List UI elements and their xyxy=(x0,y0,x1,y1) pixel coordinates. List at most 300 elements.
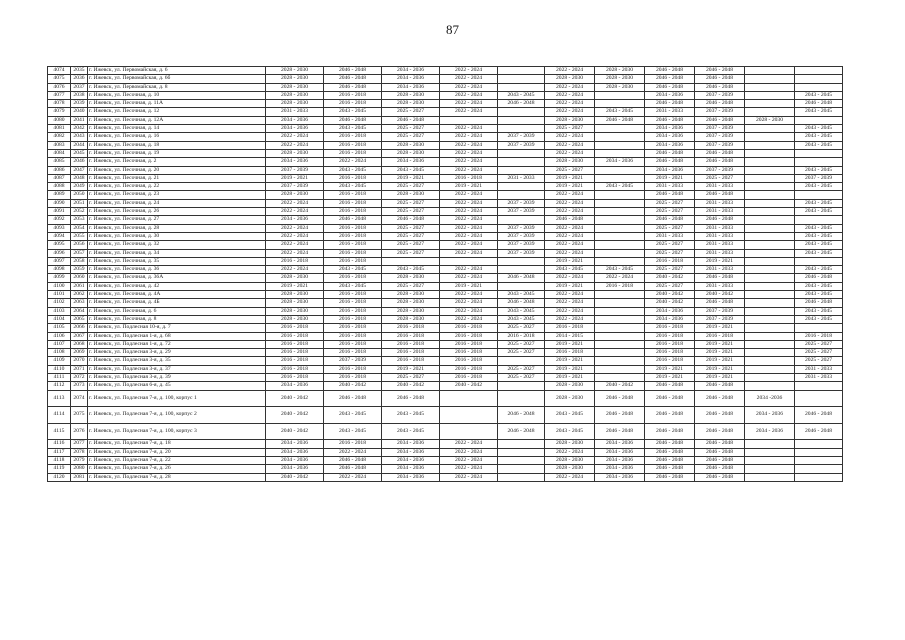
period-cell: 2016 - 2018 xyxy=(324,91,382,99)
period-cell xyxy=(745,274,795,282)
period-cell: 2022 - 2024 xyxy=(266,266,324,274)
address-cell: г. Ижевск, ул. Песочная, д. 16 xyxy=(88,133,266,141)
period-cell: 2034 - 2036 xyxy=(266,216,324,224)
period-cell: 2019 - 2021 xyxy=(545,282,595,290)
page-number: 87 xyxy=(446,22,459,37)
object-id-cell: 2044 xyxy=(71,141,88,149)
period-cell: 2016 - 2018 xyxy=(440,357,498,365)
period-cell: 2025 - 2027 xyxy=(498,349,545,357)
period-cell: 2022 - 2024 xyxy=(440,67,498,75)
period-cell: 2043 - 2045 xyxy=(498,315,545,323)
period-cell: 2025 - 2027 xyxy=(545,125,595,133)
period-cell xyxy=(745,249,795,257)
period-cell: 2028 - 2030 xyxy=(545,158,595,166)
period-cell: 2046 - 2048 xyxy=(324,390,382,407)
period-cell: 2022 - 2024 xyxy=(545,67,595,75)
period-cell: 2016 - 2018 xyxy=(324,307,382,315)
period-cell: 2043 - 2045 xyxy=(795,183,843,191)
period-cell xyxy=(745,91,795,99)
period-cell: 2046 - 2048 xyxy=(324,75,382,83)
period-cell: 2040 - 2042 xyxy=(382,382,440,390)
period-cell xyxy=(795,216,843,224)
period-cell xyxy=(745,166,795,174)
period-cell: 2022 - 2024 xyxy=(266,241,324,249)
period-cell: 2016 - 2018 xyxy=(324,315,382,323)
period-cell: 2046 - 2048 xyxy=(645,382,695,390)
row-number-cell: 4082 xyxy=(48,133,71,141)
period-cell: 2016 - 2018 xyxy=(324,373,382,381)
address-cell: г. Ижевск, ул. Песочная, д. 8 xyxy=(88,315,266,323)
table-row xyxy=(48,315,843,323)
period-cell: 2031 - 2033 xyxy=(645,108,695,116)
address-cell: г. Ижевск, ул. Песочная, д. 20 xyxy=(88,166,266,174)
table-row xyxy=(48,67,843,75)
period-cell: 2016 - 2018 xyxy=(324,365,382,373)
period-cell: 2040 - 2042 xyxy=(645,274,695,282)
period-cell: 2037 - 2039 xyxy=(498,224,545,232)
period-cell: 2028 - 2030 xyxy=(545,390,595,407)
address-cell: г. Ижевск, ул. Песочная, д. 30 xyxy=(88,232,266,240)
period-cell xyxy=(745,291,795,299)
period-cell: 2031 - 2033 xyxy=(695,199,745,207)
period-cell: 2034 - 2036 xyxy=(595,465,645,473)
period-cell xyxy=(498,116,545,124)
period-cell: 2022 - 2024 xyxy=(266,199,324,207)
period-cell: 2022 - 2024 xyxy=(545,232,595,240)
period-cell: 2019 - 2021 xyxy=(440,282,498,290)
period-cell: 2022 - 2024 xyxy=(545,224,595,232)
period-cell: 2016 - 2018 xyxy=(382,324,440,332)
period-cell: 2025 - 2027 xyxy=(795,357,843,365)
period-cell: 2028 - 2030 xyxy=(595,67,645,75)
period-cell: 2025 - 2027 xyxy=(498,365,545,373)
period-cell: 2046 - 2048 xyxy=(695,440,745,448)
table-row xyxy=(48,257,843,265)
period-cell: 2016 - 2018 xyxy=(645,324,695,332)
period-cell xyxy=(498,166,545,174)
row-number-cell: 4097 xyxy=(48,257,71,265)
period-cell: 2046 - 2048 xyxy=(645,216,695,224)
row-number-cell: 4081 xyxy=(48,125,71,133)
period-cell: 2034 - 2036 xyxy=(266,382,324,390)
period-cell: 2043 - 2045 xyxy=(324,125,382,133)
period-cell: 2046 - 2048 xyxy=(645,423,695,440)
period-cell: 2022 - 2024 xyxy=(440,91,498,99)
period-cell: 2046 - 2048 xyxy=(645,390,695,407)
period-cell: 2031 - 2033 xyxy=(266,108,324,116)
period-cell: 2022 - 2024 xyxy=(545,100,595,108)
period-cell: 2046 - 2048 xyxy=(695,465,745,473)
period-cell: 2022 - 2024 xyxy=(545,448,595,456)
object-id-cell: 2058 xyxy=(71,257,88,265)
period-cell: 2022 - 2024 xyxy=(440,249,498,257)
period-cell: 2016 - 2018 xyxy=(324,257,382,265)
object-id-cell: 2060 xyxy=(71,274,88,282)
period-cell xyxy=(440,423,498,440)
period-cell: 2034 - 2036 xyxy=(595,158,645,166)
period-cell xyxy=(745,100,795,108)
period-cell: 2037 - 2039 xyxy=(695,108,745,116)
period-cell: 2019 - 2021 xyxy=(382,174,440,182)
object-id-cell: 2081 xyxy=(71,473,88,481)
address-cell: г. Ижевск, ул. Песочная, д. 2 xyxy=(88,158,266,166)
period-cell: 2016 - 2018 xyxy=(440,340,498,348)
period-cell: 2022 - 2024 xyxy=(440,299,498,307)
object-id-cell: 2059 xyxy=(71,266,88,274)
period-cell: 2019 - 2021 xyxy=(545,340,595,348)
period-cell: 2022 - 2024 xyxy=(545,473,595,481)
period-cell: 2037 - 2039 xyxy=(695,315,745,323)
period-cell: 2028 - 2030 xyxy=(266,67,324,75)
period-cell: 2043 - 2045 xyxy=(795,108,843,116)
period-cell: 2028 - 2030 xyxy=(545,75,595,83)
period-cell: 2031 - 2033 xyxy=(695,183,745,191)
period-cell: 2034 - 2036 xyxy=(266,448,324,456)
period-cell: 2046 - 2048 xyxy=(324,216,382,224)
period-cell: 2043 - 2045 xyxy=(795,249,843,257)
period-cell: 2016 - 2018 xyxy=(324,208,382,216)
period-cell: 2034 - 2036 xyxy=(595,456,645,464)
address-cell: г. Ижевск, ул. Подлесная 1-я, д. 68 xyxy=(88,332,266,340)
period-cell: 2022 - 2024 xyxy=(440,100,498,108)
period-cell: 2028 - 2030 xyxy=(595,83,645,91)
object-id-cell: 2063 xyxy=(71,299,88,307)
period-cell: 2034 - 2036 xyxy=(382,473,440,481)
period-cell: 2025 - 2027 xyxy=(645,249,695,257)
period-cell xyxy=(498,125,545,133)
period-cell: 2040 - 2042 xyxy=(266,423,324,440)
address-cell: г. Ижевск, ул. Подлесная 7-я, д. 28 xyxy=(88,473,266,481)
period-cell xyxy=(498,448,545,456)
period-cell: 2022 - 2024 xyxy=(266,249,324,257)
period-cell: 2043 - 2045 xyxy=(324,423,382,440)
period-cell: 2046 - 2048 xyxy=(695,116,745,124)
period-cell: 2034 - 2036 xyxy=(382,75,440,83)
period-cell xyxy=(795,390,843,407)
object-id-cell: 2071 xyxy=(71,365,88,373)
period-cell: 2016 - 2018 xyxy=(440,373,498,381)
period-cell: 2022 - 2024 xyxy=(266,141,324,149)
object-id-cell: 2074 xyxy=(71,390,88,407)
period-cell: 2046 - 2048 xyxy=(795,407,843,424)
period-cell xyxy=(498,390,545,407)
period-cell xyxy=(745,224,795,232)
table-row xyxy=(48,125,843,133)
period-cell: 2037 - 2039 xyxy=(266,183,324,191)
period-cell: 2046 - 2048 xyxy=(498,299,545,307)
period-cell: 2016 - 2018 xyxy=(324,141,382,149)
period-cell: 2037 - 2039 xyxy=(266,166,324,174)
object-id-cell: 2045 xyxy=(71,149,88,157)
period-cell: 2043 - 2045 xyxy=(795,125,843,133)
period-cell: 2025 - 2027 xyxy=(382,125,440,133)
period-cell: 2034 - 2036 xyxy=(645,166,695,174)
period-cell: 2046 - 2048 xyxy=(595,407,645,424)
period-cell: 2028 - 2030 xyxy=(266,75,324,83)
period-cell: 2046 - 2048 xyxy=(695,75,745,83)
period-cell xyxy=(745,149,795,157)
period-cell: 2034 - 2036 xyxy=(382,83,440,91)
period-cell: 2016 - 2018 xyxy=(324,100,382,108)
period-cell: 2043 - 2045 xyxy=(795,266,843,274)
period-cell xyxy=(745,349,795,357)
period-cell xyxy=(498,158,545,166)
period-cell xyxy=(745,199,795,207)
period-cell: 2019 - 2021 xyxy=(545,183,595,191)
period-cell: 2022 - 2024 xyxy=(545,299,595,307)
period-cell: 2034 - 2036 xyxy=(645,133,695,141)
period-cell: 2019 - 2021 xyxy=(545,357,595,365)
period-cell: 2031 - 2033 xyxy=(695,249,745,257)
object-id-cell: 2077 xyxy=(71,440,88,448)
period-cell: 2022 - 2024 xyxy=(545,208,595,216)
period-cell: 2016 - 2018 xyxy=(595,282,645,290)
period-cell: 2025 - 2027 xyxy=(645,282,695,290)
period-cell: 2046 - 2048 xyxy=(695,423,745,440)
period-cell: 2046 - 2048 xyxy=(498,100,545,108)
object-id-cell: 2035 xyxy=(71,67,88,75)
period-cell: 2028 - 2030 xyxy=(745,116,795,124)
period-cell xyxy=(795,116,843,124)
period-cell: 2028 - 2030 xyxy=(382,100,440,108)
period-cell: 2016 - 2018 xyxy=(440,332,498,340)
period-cell: 2016 - 2018 xyxy=(324,191,382,199)
row-number-cell: 4108 xyxy=(48,349,71,357)
period-cell: 2046 - 2048 xyxy=(645,116,695,124)
table-row xyxy=(48,465,843,473)
period-cell: 2043 - 2045 xyxy=(595,266,645,274)
row-number-cell: 4079 xyxy=(48,108,71,116)
period-cell: 2046 - 2048 xyxy=(695,299,745,307)
period-cell: 2025 - 2027 xyxy=(498,324,545,332)
period-cell xyxy=(745,340,795,348)
table-row xyxy=(48,282,843,290)
period-cell xyxy=(440,407,498,424)
row-number-cell: 4102 xyxy=(48,299,71,307)
period-cell: 2016 - 2018 xyxy=(324,199,382,207)
period-cell: 2014 - 2015 xyxy=(545,332,595,340)
row-number-cell: 4085 xyxy=(48,158,71,166)
period-cell: 2043 - 2045 xyxy=(324,282,382,290)
period-cell: 2034 - 2036 xyxy=(745,407,795,424)
period-cell: 2019 - 2021 xyxy=(440,183,498,191)
period-cell xyxy=(498,382,545,390)
period-cell: 2034 - 2036 xyxy=(645,307,695,315)
object-id-cell: 2053 xyxy=(71,216,88,224)
row-number-cell: 4111 xyxy=(48,373,71,381)
object-id-cell: 2047 xyxy=(71,166,88,174)
table-row xyxy=(48,440,843,448)
table-row xyxy=(48,266,843,274)
period-cell: 2031 - 2033 xyxy=(645,232,695,240)
period-cell: 2043 - 2045 xyxy=(795,166,843,174)
period-cell xyxy=(498,75,545,83)
period-cell: 2046 - 2048 xyxy=(382,390,440,407)
row-number-cell: 4115 xyxy=(48,423,71,440)
period-cell: 2046 - 2048 xyxy=(695,100,745,108)
period-cell: 2019 - 2021 xyxy=(695,365,745,373)
object-id-cell: 2042 xyxy=(71,125,88,133)
table-row xyxy=(48,299,843,307)
period-cell: 2016 - 2018 xyxy=(324,249,382,257)
address-cell: г. Ижевск, ул. Подлесная 1-я, д. 72 xyxy=(88,340,266,348)
period-cell: 2016 - 2018 xyxy=(498,332,545,340)
period-cell: 2028 - 2030 xyxy=(266,100,324,108)
period-cell: 2019 - 2021 xyxy=(645,365,695,373)
address-cell: г. Ижевск, ул. Песочная, д. 12А xyxy=(88,116,266,124)
period-cell: 2025 - 2027 xyxy=(382,183,440,191)
period-cell: 2022 - 2024 xyxy=(440,266,498,274)
object-id-cell: 2048 xyxy=(71,174,88,182)
period-cell: 2016 - 2018 xyxy=(645,349,695,357)
period-cell: 2034 - 2036 xyxy=(382,67,440,75)
period-cell: 2046 - 2048 xyxy=(595,423,645,440)
period-cell xyxy=(745,315,795,323)
row-number-cell: 4120 xyxy=(48,473,71,481)
period-cell: 2046 - 2048 xyxy=(695,216,745,224)
period-cell: 2022 - 2024 xyxy=(440,315,498,323)
object-id-cell: 2046 xyxy=(71,158,88,166)
period-cell: 2034 - 2036 xyxy=(266,465,324,473)
period-cell: 2046 - 2048 xyxy=(595,116,645,124)
period-cell: 2016 - 2018 xyxy=(324,299,382,307)
period-cell xyxy=(795,382,843,390)
row-number-cell: 4117 xyxy=(48,448,71,456)
address-cell: г. Ижевск, ул. Песочная, д. 42 xyxy=(88,282,266,290)
period-cell: 2037 - 2039 xyxy=(695,307,745,315)
period-cell: 2028 - 2030 xyxy=(266,315,324,323)
table-row xyxy=(48,199,843,207)
period-cell xyxy=(595,208,645,216)
row-number-cell: 4090 xyxy=(48,199,71,207)
period-cell xyxy=(595,166,645,174)
period-cell xyxy=(498,216,545,224)
address-cell: г. Ижевск, ул. Подлесная 3-я, д. 39 xyxy=(88,373,266,381)
period-cell: 2046 - 2048 xyxy=(382,116,440,124)
period-cell xyxy=(440,257,498,265)
row-number-cell: 4089 xyxy=(48,191,71,199)
period-cell: 2016 - 2018 xyxy=(440,174,498,182)
table-row xyxy=(48,340,843,348)
period-cell: 2031 - 2033 xyxy=(498,174,545,182)
object-id-cell: 2076 xyxy=(71,423,88,440)
period-cell: 2019 - 2021 xyxy=(545,174,595,182)
period-cell: 2016 - 2018 xyxy=(324,224,382,232)
period-cell: 2025 - 2027 xyxy=(382,232,440,240)
period-cell xyxy=(745,299,795,307)
period-cell xyxy=(745,191,795,199)
table-row xyxy=(48,216,843,224)
period-cell: 2043 - 2045 xyxy=(795,315,843,323)
period-cell: 2028 - 2030 xyxy=(382,307,440,315)
period-cell xyxy=(595,299,645,307)
period-cell xyxy=(745,307,795,315)
period-cell: 2025 - 2027 xyxy=(498,373,545,381)
period-cell: 2022 - 2024 xyxy=(440,75,498,83)
period-cell: 2031 - 2033 xyxy=(695,241,745,249)
period-cell: 2028 - 2030 xyxy=(382,91,440,99)
period-cell xyxy=(795,191,843,199)
period-cell: 2019 - 2021 xyxy=(695,349,745,357)
address-cell: г. Ижевск, ул. Песочная, д. 24 xyxy=(88,199,266,207)
period-cell: 2043 - 2045 xyxy=(795,208,843,216)
period-cell: 2031 - 2033 xyxy=(695,224,745,232)
period-cell: 2019 - 2021 xyxy=(266,174,324,182)
period-cell: 2016 - 2018 xyxy=(266,349,324,357)
table-row xyxy=(48,108,843,116)
period-cell: 2040 - 2042 xyxy=(266,407,324,424)
period-cell xyxy=(595,324,645,332)
period-cell: 2022 - 2024 xyxy=(440,307,498,315)
period-cell: 2016 - 2018 xyxy=(266,365,324,373)
period-cell xyxy=(595,340,645,348)
period-cell: 2043 - 2045 xyxy=(324,108,382,116)
period-cell: 2025 - 2027 xyxy=(382,282,440,290)
period-cell xyxy=(745,440,795,448)
period-cell: 2016 - 2018 xyxy=(440,365,498,373)
period-cell: 2046 - 2048 xyxy=(498,274,545,282)
period-cell: 2043 - 2045 xyxy=(545,407,595,424)
period-cell: 2022 - 2024 xyxy=(545,307,595,315)
period-cell: 2025 - 2027 xyxy=(645,208,695,216)
period-cell: 2040 - 2042 xyxy=(645,299,695,307)
period-cell xyxy=(745,232,795,240)
period-cell: 2025 - 2027 xyxy=(382,133,440,141)
object-id-cell: 2036 xyxy=(71,75,88,83)
period-cell: 2046 - 2048 xyxy=(324,456,382,464)
table-row xyxy=(48,307,843,315)
period-cell: 2034 - 2036 xyxy=(266,158,324,166)
period-cell: 2022 - 2024 xyxy=(440,465,498,473)
table-row xyxy=(48,241,843,249)
period-cell xyxy=(745,183,795,191)
period-cell xyxy=(595,224,645,232)
period-cell: 2016 - 2018 xyxy=(645,332,695,340)
period-cell: 2034 - 2036 xyxy=(266,456,324,464)
table-row xyxy=(48,373,843,381)
period-cell: 2022 - 2024 xyxy=(440,208,498,216)
period-cell: 2022 - 2024 xyxy=(545,199,595,207)
period-cell: 2025 - 2027 xyxy=(382,199,440,207)
period-cell: 2043 - 2045 xyxy=(795,199,843,207)
period-cell: 2025 - 2027 xyxy=(645,199,695,207)
object-id-cell: 2054 xyxy=(71,224,88,232)
object-id-cell: 2080 xyxy=(71,465,88,473)
period-cell xyxy=(795,83,843,91)
address-cell: г. Ижевск, ул. Песочная, д. 36А xyxy=(88,274,266,282)
table-row xyxy=(48,158,843,166)
period-cell: 2028 - 2030 xyxy=(266,299,324,307)
period-cell: 2043 - 2045 xyxy=(498,307,545,315)
period-cell: 2043 - 2045 xyxy=(324,266,382,274)
period-cell: 2034 - 2036 xyxy=(266,440,324,448)
period-cell xyxy=(795,473,843,481)
row-number-cell: 4086 xyxy=(48,166,71,174)
period-cell: 2022 - 2024 xyxy=(545,108,595,116)
period-cell xyxy=(498,440,545,448)
period-cell xyxy=(440,390,498,407)
period-cell xyxy=(745,465,795,473)
address-cell: г. Ижевск, ул. Песочная, д. 10 xyxy=(88,91,266,99)
row-number-cell: 4109 xyxy=(48,357,71,365)
address-cell: г. Ижевск, ул. Первомайская, д. 6б xyxy=(88,75,266,83)
period-cell: 2037 - 2039 xyxy=(498,249,545,257)
period-cell: 2028 - 2030 xyxy=(266,149,324,157)
period-cell: 2028 - 2030 xyxy=(266,91,324,99)
object-id-cell: 2050 xyxy=(71,191,88,199)
period-cell: 2022 - 2024 xyxy=(440,108,498,116)
object-id-cell: 2073 xyxy=(71,382,88,390)
